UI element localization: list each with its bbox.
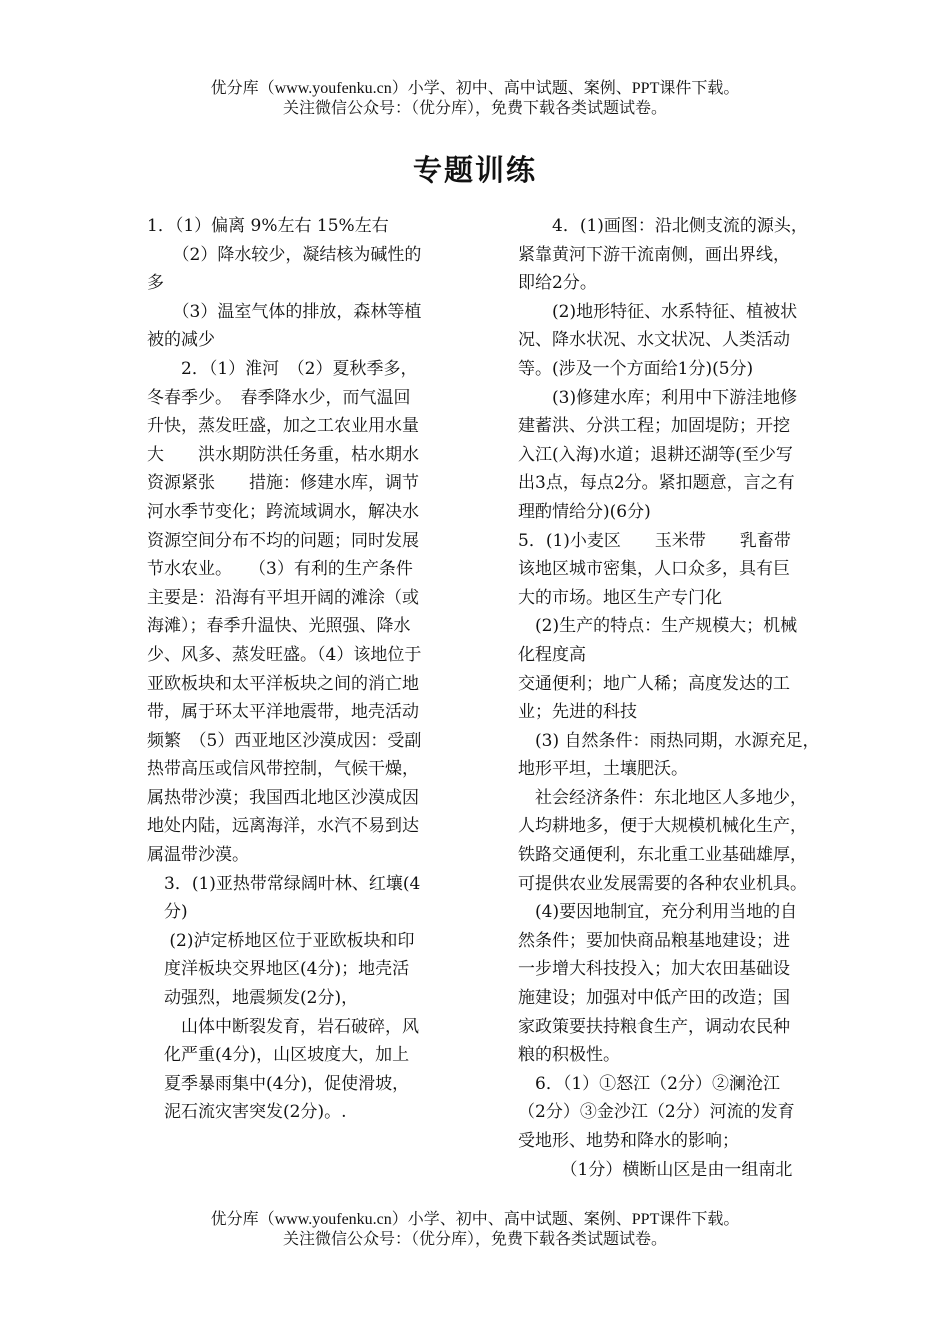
text-line: 3．(1)亚热带常绿阔叶林、红壤(4 bbox=[147, 873, 421, 894]
page-header bbox=[0, 79, 950, 119]
text-line: 入江(入海)水道；退耕还湖等(至少写 bbox=[518, 444, 793, 465]
text-line: 属热带沙漠；我国西北地区沙漠成因 bbox=[147, 787, 419, 808]
text-line: 升快，蒸发旺盛，加之工农业用水量 bbox=[147, 416, 419, 437]
text-line: 节水农业。 （3）有利的生产条件 bbox=[147, 559, 413, 580]
text-line: 资源紧张 措施：修建水库，调节 bbox=[147, 473, 419, 494]
header-line-1: 优分库（www.youfenku.cn）小学、初中、高中试题、案例、PPT课件下载。 bbox=[210, 80, 740, 97]
text-line: 地形平坦，土壤肥沃。 bbox=[518, 759, 688, 780]
text-line: 被的减少 bbox=[147, 330, 215, 351]
text-line: 6．（1）①怒江（2分）②澜沧江 bbox=[518, 1073, 780, 1094]
text-line: 频繁 （5）西亚地区沙漠成因：受副 bbox=[147, 730, 422, 751]
text-line: 受地形、地势和降水的影响； bbox=[518, 1131, 739, 1151]
text-line: 地处内陆，远离海洋，水汽不易到达 bbox=[147, 816, 419, 837]
text-line: 铁路交通便利，东北重工业基础雄厚， bbox=[518, 845, 807, 866]
text-line: 人均耕地多，便于大规模机械化生产， bbox=[518, 816, 807, 837]
text-line: 交通便利；地广人稀；高度发达的工 bbox=[518, 673, 790, 694]
text-line: 4．(1)画图：沿北侧支流的源头， bbox=[518, 216, 808, 236]
text-line: 资源空间分布不均的问题；同时发展 bbox=[147, 530, 419, 551]
text-line: 冬春季少。 春季降水少，而气温回 bbox=[147, 387, 411, 408]
text-line: (3)修建水库；利用中下游洼地修 bbox=[518, 387, 798, 408]
text-line: 社会经济条件：东北地区人多地少， bbox=[518, 787, 807, 808]
page-footer bbox=[0, 1210, 950, 1250]
text-line: (3) 自然条件：雨热同期，水源充足， bbox=[518, 730, 820, 751]
header-line-2: 关注微信公众号：（优分库），免费下载各类试题试卷。 bbox=[282, 100, 667, 117]
text-line: 2．（1）淮河 （2）夏秋季多， bbox=[147, 358, 418, 379]
text-line: (2)地形特征、水系特征、植被状 bbox=[518, 301, 798, 322]
text-line: 家政策要扶持粮食生产，调动农民种 bbox=[518, 1016, 790, 1037]
text-line: 况、降水状况、水文状况、人类活动 bbox=[518, 330, 790, 351]
text-line: 夏季暴雨集中(4分)，促使滑坡， bbox=[147, 1073, 410, 1094]
footer-line-2: 关注微信公众号：（优分库），免费下载各类试题试卷。 bbox=[282, 1231, 667, 1248]
text-line: （1分）横断山区是由一组南北 bbox=[518, 1159, 793, 1180]
text-line: 5．(1)小麦区 玉米带 乳畜带 bbox=[518, 530, 791, 551]
left-column bbox=[147, 212, 477, 1127]
text-line: (2)生产的特点：生产规模大；机械 bbox=[518, 616, 798, 637]
text-line: 粮的积极性。 bbox=[518, 1045, 620, 1066]
text-line: 海滩）；春季升温快、光照强、降水 bbox=[147, 616, 411, 637]
text-line: 1．（1）偏离 9%左右 15%左右 bbox=[147, 216, 389, 236]
text-line: 施建设；加强对中低产田的改造；国 bbox=[518, 988, 790, 1009]
text-line: 该地区城市密集，人口众多，具有巨 bbox=[518, 559, 790, 580]
text-line: 理酌情给分)(6分) bbox=[518, 501, 651, 522]
text-line: (2)泸定桥地区位于亚欧板块和印 bbox=[147, 930, 415, 951]
text-line: 大 洪水期防洪任务重，枯水期水 bbox=[147, 444, 419, 465]
text-line: 河水季节变化；跨流域调水，解决水 bbox=[147, 501, 419, 522]
text-line: 少、风多、蒸发旺盛。（4）该地位于 bbox=[147, 644, 422, 665]
right-column bbox=[518, 212, 848, 1184]
text-line: 大的市场。地区生产专门化 bbox=[518, 587, 722, 608]
text-line: 等。(涉及一个方面给1分)(5分) bbox=[518, 358, 754, 379]
text-line: 动强烈，地震频发(2分)， bbox=[147, 988, 359, 1009]
text-line: 泥石流灾害突发(2分)。. bbox=[147, 1102, 347, 1123]
text-line: 化严重(4分)，山区坡度大，加上 bbox=[147, 1045, 410, 1066]
text-line: 亚欧板块和太平洋板块之间的消亡地 bbox=[147, 673, 419, 694]
text-line: (4)要因地制宜，充分利用当地的自 bbox=[518, 902, 798, 923]
text-line: （3）温室气体的排放，森林等植 bbox=[147, 301, 422, 322]
text-line: 度洋板块交界地区(4分)；地壳活 bbox=[147, 959, 410, 980]
footer-line-1: 优分库（www.youfenku.cn）小学、初中、高中试题、案例、PPT课件下载。 bbox=[210, 1211, 740, 1228]
text-line: （2）降水较少，凝结核为碱性的 bbox=[147, 244, 422, 265]
text-line: 山体中断裂发育，岩石破碎，风 bbox=[147, 1016, 419, 1037]
text-line: 业；先进的科技 bbox=[518, 702, 637, 723]
text-line: 带，属于环太平洋地震带，地壳活动 bbox=[147, 702, 419, 723]
text-line: 化程度高 bbox=[518, 644, 586, 665]
text-line: 主要是：沿海有平坦开阔的滩涂（或 bbox=[147, 587, 419, 608]
text-line: 一步增大科技投入；加大农田基础设 bbox=[518, 959, 790, 980]
text-line: 然条件；要加快商品粮基地建设；进 bbox=[518, 930, 790, 951]
text-line: 出3点，每点2分。紧扣题意，言之有 bbox=[518, 473, 795, 494]
text-line: 可提供农业发展需要的各种农业机具。 bbox=[518, 873, 807, 894]
document-title: 专题训练 bbox=[412, 153, 537, 187]
text-line: （2分）③金沙江（2分）河流的发育 bbox=[518, 1102, 795, 1123]
text-line: 即给2分。 bbox=[518, 273, 597, 294]
text-line: 紧靠黄河下游干流南侧，画出界线， bbox=[518, 244, 790, 265]
text-line: 建蓄洪、分洪工程；加固堤防；开挖 bbox=[518, 416, 790, 437]
text-line: 热带高压或信风带控制，气候干燥， bbox=[147, 759, 419, 780]
text-line: 分) bbox=[147, 902, 188, 923]
text-line: 属温带沙漠。 bbox=[147, 845, 249, 866]
text-line: 多 bbox=[147, 273, 164, 294]
